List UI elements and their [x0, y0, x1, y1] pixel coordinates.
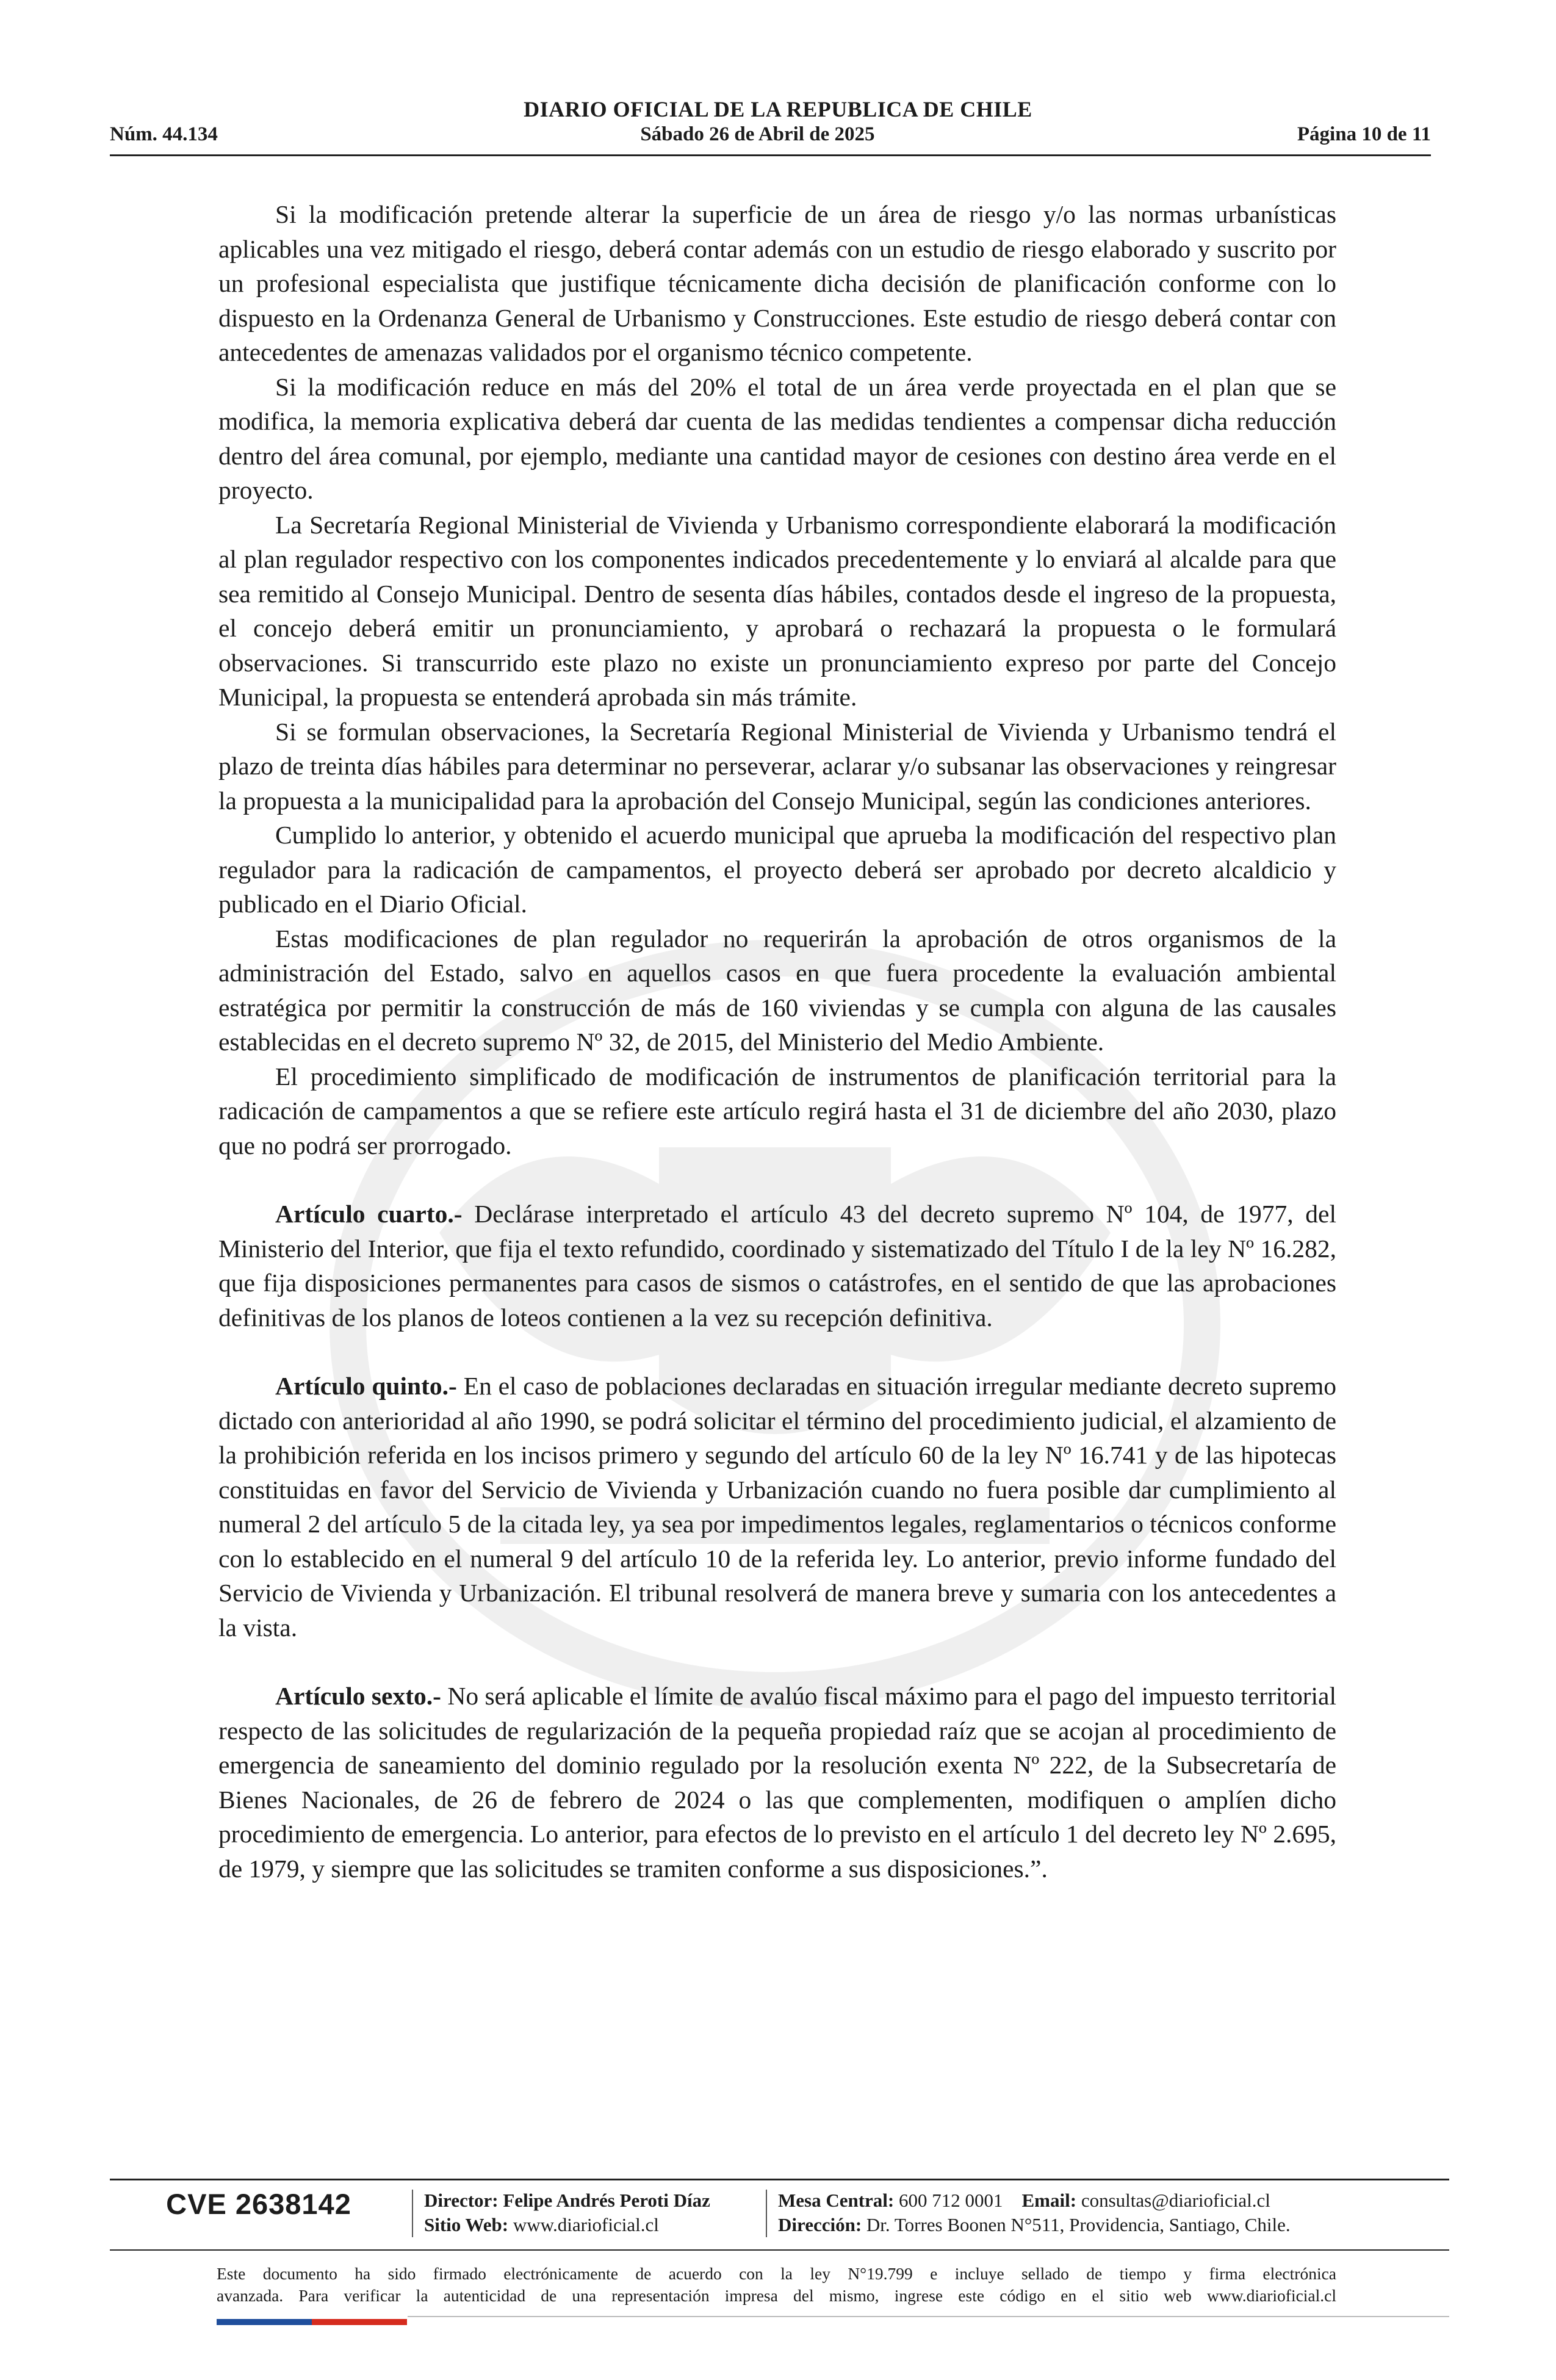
article-sexto	[218, 1679, 1336, 1886]
issue-number: Núm. 44.134	[110, 123, 218, 145]
legal-line: avanzada. Para verificar la autenticidad de una representación impresa del mismo, ingrese este código en el sitio web www.diarioficial.cl	[217, 2286, 1336, 2305]
article-cuarto	[218, 1197, 1336, 1335]
paragraph: La Secretaría Regional Ministerial de Vivienda y Urbanismo correspondiente elaborará la modificación al plan regulador respectivo con los componentes indicados precedentemente y lo enviará al alcalde para que sea remitido al Consejo Municipal. Dentro de sesenta días hábiles, contados desde el ingreso de la propuesta, el concejo deberá emitir un pronunciamiento, y aprobará o rechazará la propuesta o le formulará observaciones. Si transcurrido este plazo no existe un pronunciamiento expreso por parte del Concejo Municipal, la propuesta se entenderá aprobada sin más trámite.	[218, 510, 1336, 711]
chile-flag-stripe	[217, 2319, 407, 2325]
paragraph: Si la modificación pretende alterar la superficie de un área de riesgo y/o las normas urbanísticas aplicables una vez mitigado el riesgo, deberá contar además con un estudio de riesgo elaborado y suscrito por un profesional especialista que justifique técnicamente dicha decisión de planificación conforme con lo dispuesto en la Ordenanza General de Urbanismo y Construcciones. Este estudio de riesgo deberá contar con antecedentes de amenazas validados por el organismo técnico competente.	[218, 200, 1336, 366]
header-divider	[110, 154, 1431, 156]
footer-middle-divider	[110, 2249, 1449, 2251]
website-label: Sitio Web:	[424, 2214, 509, 2235]
paragraph: Cumplido lo anterior, y obtenido el acuerdo municipal que aprueba la modificación del respectivo plan regulador para la radicación de campamentos, el proyecto deberá ser aprobado por decreto alcaldicio y publicado en el Diario Oficial.	[218, 821, 1336, 918]
paragraph: Si la modificación reduce en más del 20% el total de un área verde proyectada en el plan que se modifica, la memoria explicativa deberá dar cuenta de las medidas tendientes a compensar dicha reducción dentro del área comunal, por ejemplo, mediante una cantidad mayor de cesiones con destino área verde en el proyecto.	[218, 372, 1336, 504]
paragraph: Si se formulan observaciones, la Secretaría Regional Ministerial de Vivienda y Urbanismo tendrá el plazo de treinta días hábiles para determinar no perseverar, aclarar y/o subsanar las observaciones y reingresar la propuesta a la municipalidad para la aprobación del Consejo Municipal, según las condiciones anteriores.	[218, 717, 1336, 815]
email-label: Email:	[1021, 2190, 1077, 2211]
email-link[interactable]: consultas@diarioficial.cl	[1081, 2190, 1270, 2211]
address-label: Dirección:	[778, 2214, 862, 2235]
footer-top-divider	[110, 2179, 1449, 2180]
article-title: Artículo quinto.-	[275, 1372, 457, 1400]
article-quinto	[218, 1369, 1336, 1645]
footer-separator	[766, 2190, 767, 2237]
header-row	[110, 123, 1431, 146]
contact-info	[778, 2188, 1291, 2237]
director-label: Director:	[424, 2190, 499, 2211]
document-body	[218, 197, 1336, 1886]
cve-code: CVE 2638142	[166, 2188, 351, 2220]
article-title: Artículo cuarto.-	[275, 1200, 463, 1228]
footer-separator	[412, 2190, 413, 2237]
issue-date: Sábado 26 de Abril de 2025	[640, 123, 875, 145]
mesa-label: Mesa Central:	[778, 2190, 895, 2211]
mesa-phone: 600 712 0001	[899, 2190, 1003, 2211]
article-text: En el caso de poblaciones declaradas en situación irregular mediante decreto supremo dictado con anterioridad al año 1990, se podrá solicitar el término del procedimiento judicial, el alzamiento de la prohibición referida en los incisos primero y segundo del artículo 60 de la ley Nº 16.741 y de las hipotecas constituidas en favor del Servicio de Vivienda y Urbanización cuando no fuera posible dar cumplimiento al numeral 2 del artículo 5 de la citada ley, ya sea por impedimentos legales, reglamentarios o técnicos conforme con lo establecido en el numeral 9 del artículo 10 de la referida ley. Lo anterior, previo informe fundado del Servicio de Vivienda y Urbanización. El tribunal resolverá de manera breve y sumaria con los antecedentes a la vista.	[218, 1372, 1337, 1642]
footer-bottom-divider	[408, 2316, 1449, 2317]
flag-blue-segment	[217, 2319, 312, 2325]
paragraph: El procedimiento simplificado de modificación de instrumentos de planificación territorial para la radicación de campamentos a que se refiere este artículo regirá hasta el 31 de diciembre del año 2030, plazo que no podrá ser prorrogado.	[218, 1062, 1336, 1159]
page-indicator: Página 10 de 11	[1297, 123, 1431, 145]
legal-notice	[217, 2263, 1336, 2307]
article-title: Artículo sexto.-	[275, 1682, 441, 1710]
paragraph: Estas modificaciones de plan regulador no requerirán la aprobación de otros organismos de la administración del Estado, salvo en aquellos casos en que fuera procedente la evaluación ambiental estratégica por permitir la construcción de más de 160 viviendas y se cumpla con alguna de las causales establecidas en el decreto supremo Nº 32, de 2015, del Ministerio del Medio Ambiente.	[218, 924, 1336, 1056]
flag-red-segment	[312, 2319, 407, 2325]
director-name: Felipe Andrés Peroti Díaz	[503, 2190, 710, 2211]
legal-line: Este documento ha sido firmado electrónicamente de acuerdo con la ley N°19.799 e incluye sellado de tiempo y firma electrónica	[217, 2264, 1336, 2283]
article-text: Declárase interpretado el artículo 43 del decreto supremo Nº 104, de 1977, del Ministerio del Interior, que fija el texto refundido, coordinado y sistematizado del Título I de la ley Nº 16.282, que fija disposiciones permanentes para casos de sismos o catástrofes, en el sentido de que las aprobaciones definitivas de los planos de loteos contienen a la vez su recepción definitiva.	[218, 1200, 1336, 1332]
website-link[interactable]: www.diarioficial.cl	[513, 2214, 659, 2235]
newspaper-title: DIARIO OFICIAL DE LA REPUBLICA DE CHILE	[524, 97, 1032, 121]
address-value: Dr. Torres Boonen N°511, Providencia, Santiago, Chile.	[866, 2214, 1291, 2235]
director-info	[424, 2188, 710, 2237]
article-text: No será aplicable el límite de avalúo fiscal máximo para el pago del impuesto territorial respecto de las solicitudes de regularización de la pequeña propiedad raíz que se acojan al procedimiento de emergencia de saneamiento del dominio regulado por la resolución exenta Nº 222, de la Subsecretaría de Bienes Nacionales, de 26 de febrero de 2024 o las que complementen, modifiquen o amplíen dicho procedimiento de emergencia. Lo anterior, para efectos de lo previsto en el artículo 1 del decreto ley Nº 2.695, de 1979, y siempre que las solicitudes se tramiten conforme a sus disposiciones.”.	[218, 1682, 1337, 1883]
